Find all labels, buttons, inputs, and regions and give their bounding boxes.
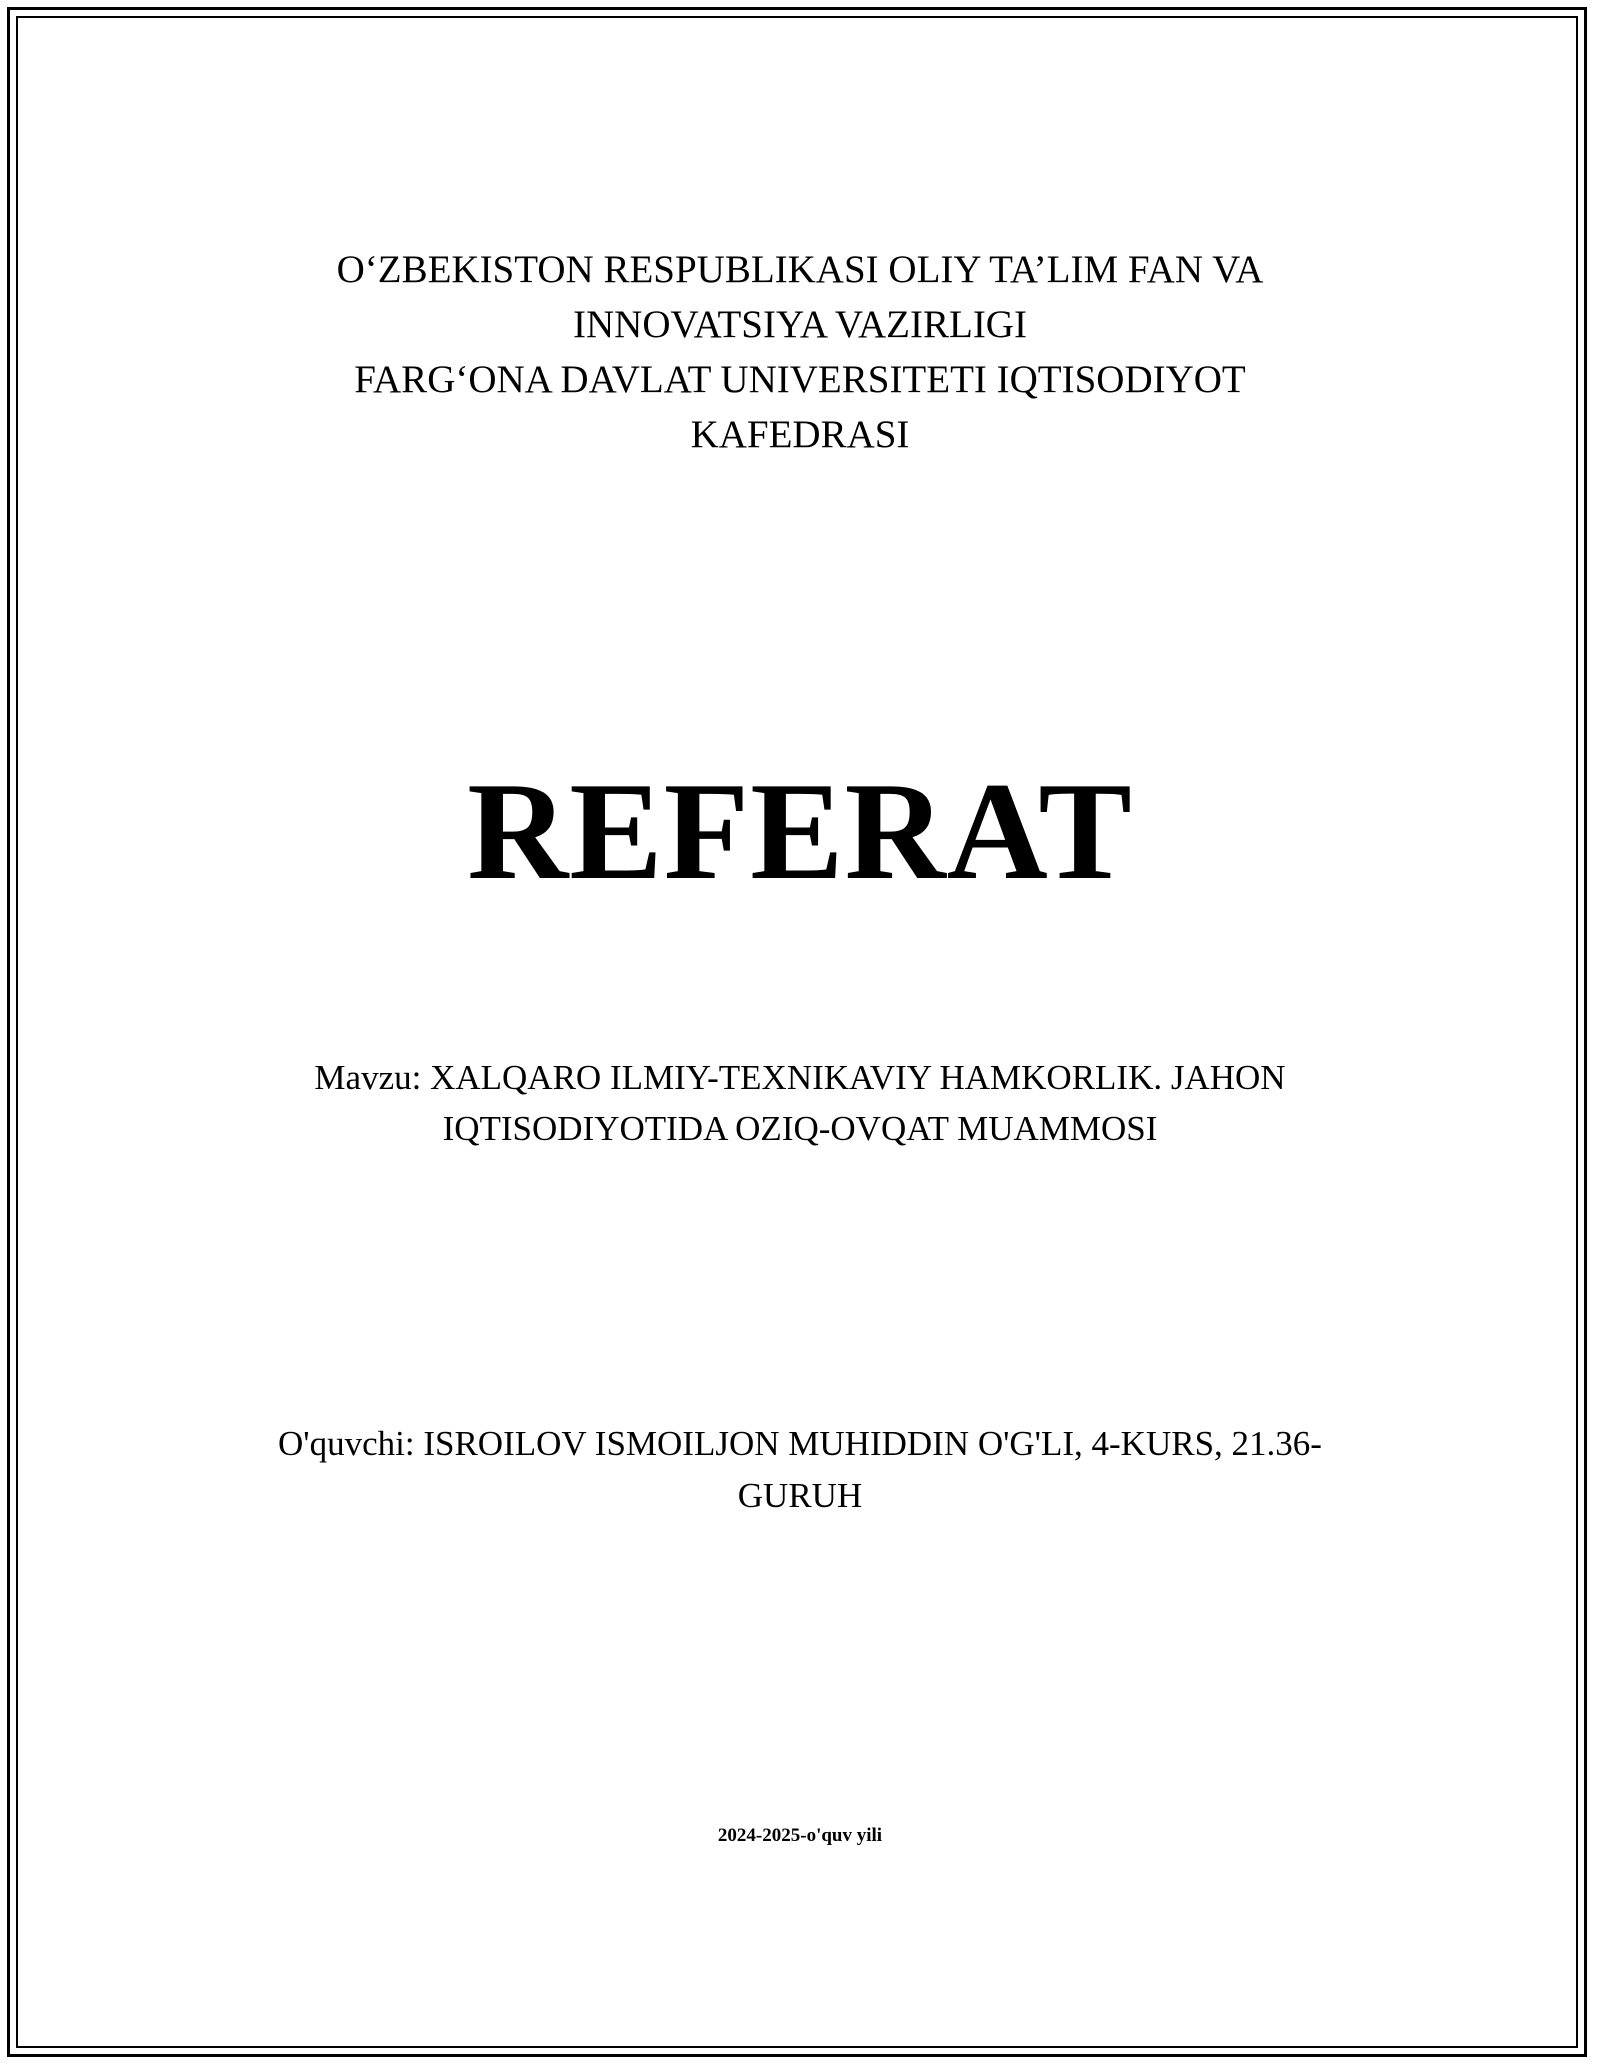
document-title: REFERAT [467, 754, 1133, 909]
header-line: KAFEDRASI [690, 413, 910, 456]
student-line: GURUH [737, 1476, 863, 1515]
academic-year: 2024-2025-o'quv yili [717, 1825, 883, 1846]
student-block [0, 1418, 1600, 1522]
topic-line: Mavzu: XALQARO ILMIY-TEXNIKAVIY HAMKORLIK. JAHON [314, 1058, 1286, 1097]
topic-block [0, 1052, 1600, 1154]
topic-line: IQTISODIYOTIDA OZIQ-OVQAT MUAMMOSI [442, 1109, 1158, 1148]
header-line: FARG‘ONA DAVLAT UNIVERSITETI IQTISODIYOT [354, 358, 1246, 401]
institution-header [0, 242, 1600, 462]
header-line: INNOVATSIYA VAZIRLIGI [573, 303, 1027, 346]
header-line: O‘ZBEKISTON RESPUBLIKASI OLIY TA’LIM FAN VA [336, 248, 1264, 291]
student-line: O'quvchi: ISROILOV ISMOILJON MUHIDDIN O'G'LI, 4-KURS, 21.36- [278, 1424, 1322, 1463]
